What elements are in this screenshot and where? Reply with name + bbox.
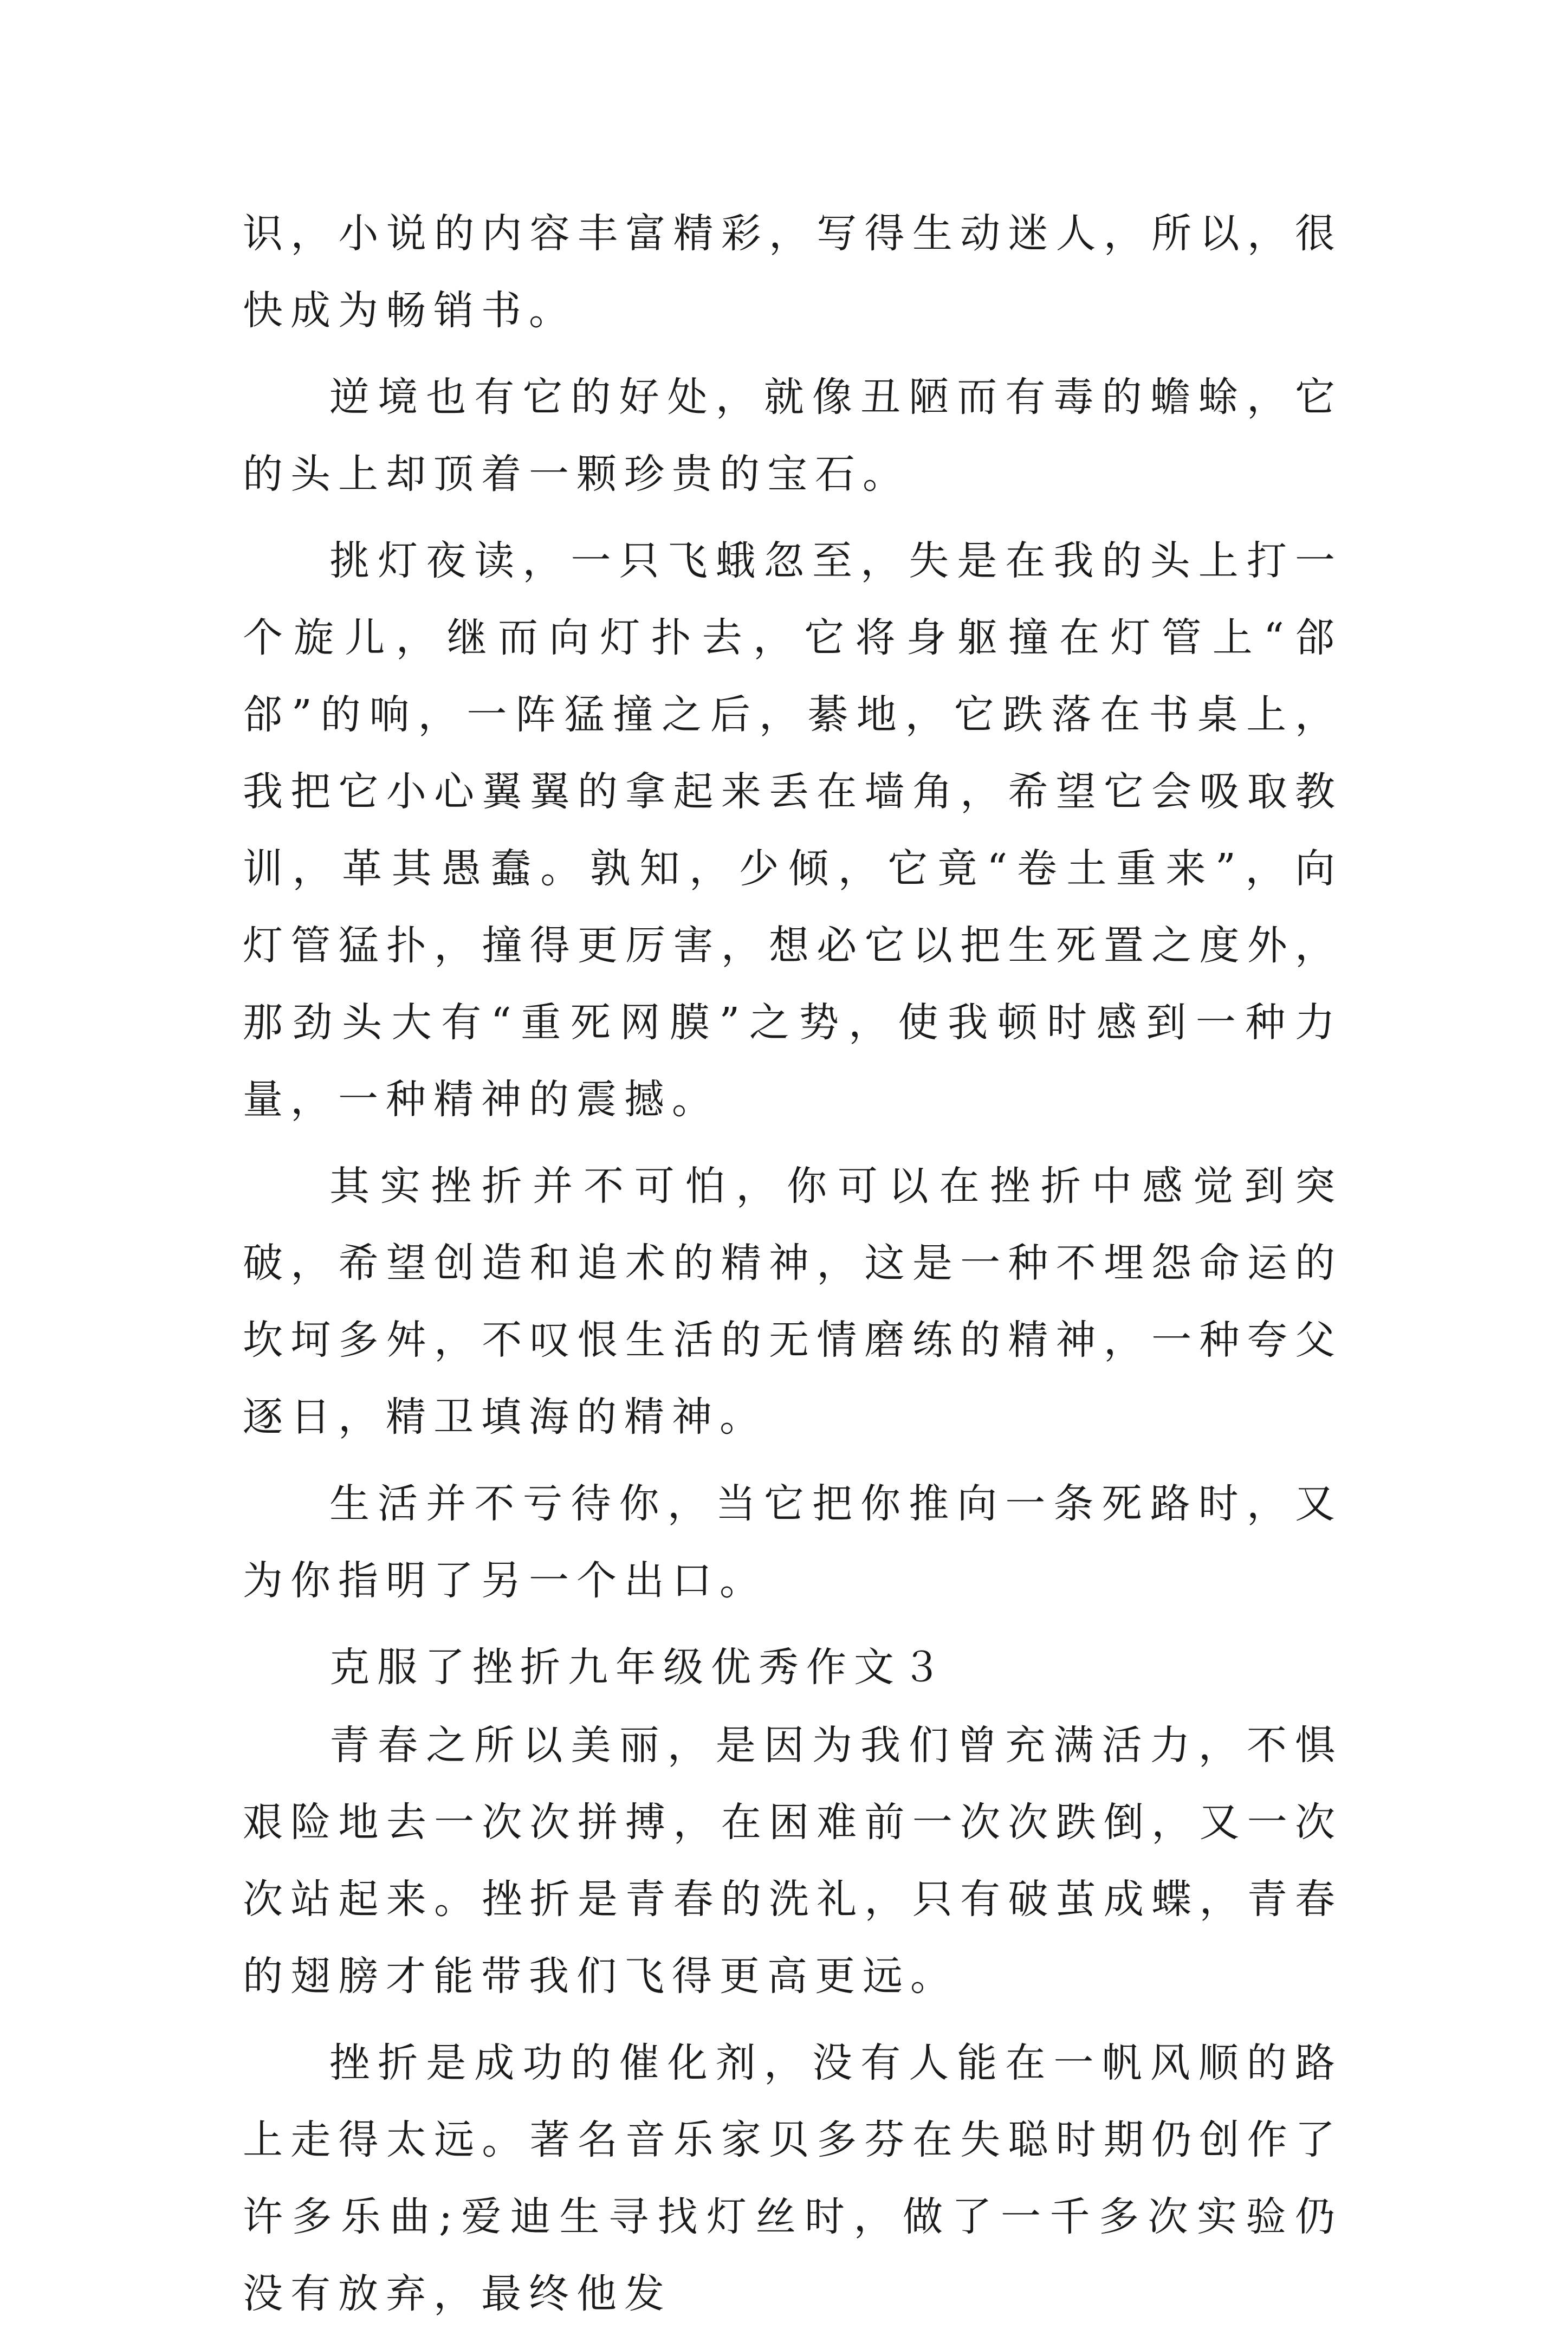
paragraph: 挫折是成功的催化剂，没有人能在一帆风顺的路上走得太远。著名音乐家贝多芬在失聪时期仍创作了许多乐曲;爱迪生寻找灯丝时，做了一千多次实验仍没有放弃，最终他发	[243, 2040, 1343, 2317]
section-heading: 克服了挫折九年级优秀作文３	[329, 1644, 949, 1691]
paragraph: 生活并不亏待你，当它把你推向一条死路时，又为你指明了另一个出口。	[243, 1480, 1343, 1604]
paragraph: 挑灯夜读，一只飞蛾忽至，失是在我的头上打一个旋儿，继而向灯扑去，它将身躯撞在灯管上“郃郃”的响，一阵猛撞之后，綦地，它跌落在书桌上，我把它小心翼翼的拿起来丢在墙角，希望它会吸取教训，革其愚蠢。孰知，少倾，它竟“卷土重来”，向灯管猛扑，撞得更厉害，想必它以把生死置之度外，那劲头大有“重死网膜”之势，使我顿时感到一种力量，一种精神的震撼。	[243, 538, 1343, 1123]
paragraph-continuation: 识，小说的内容丰富精彩，写得生动迷人，所以，很快成为畅销书。	[243, 210, 1343, 334]
paragraph: 逆境也有它的好处，就像丑陋而有毒的蟾蜍，它的头上却顶着一颗珍贵的宝石。	[243, 374, 1343, 497]
paragraph: 青春之所以美丽，是因为我们曾充满活力，不惧艰险地去一次次拼搏，在困难前一次次跌倒，又一次次站起来。挫折是青春的洗礼，只有破茧成蝶，青春的翅膀才能带我们飞得更高更远。	[243, 1722, 1343, 2000]
document-body	[243, 195, 1343, 2342]
paragraph: 其实挫折并不可怕，你可以在挫折中感觉到突破，希望创造和追术的精神，这是一种不埋怨命运的坎坷多舛，不叹恨生活的无情磨练的精神，一种夸父逐日，精卫填海的精神。	[243, 1163, 1343, 1440]
